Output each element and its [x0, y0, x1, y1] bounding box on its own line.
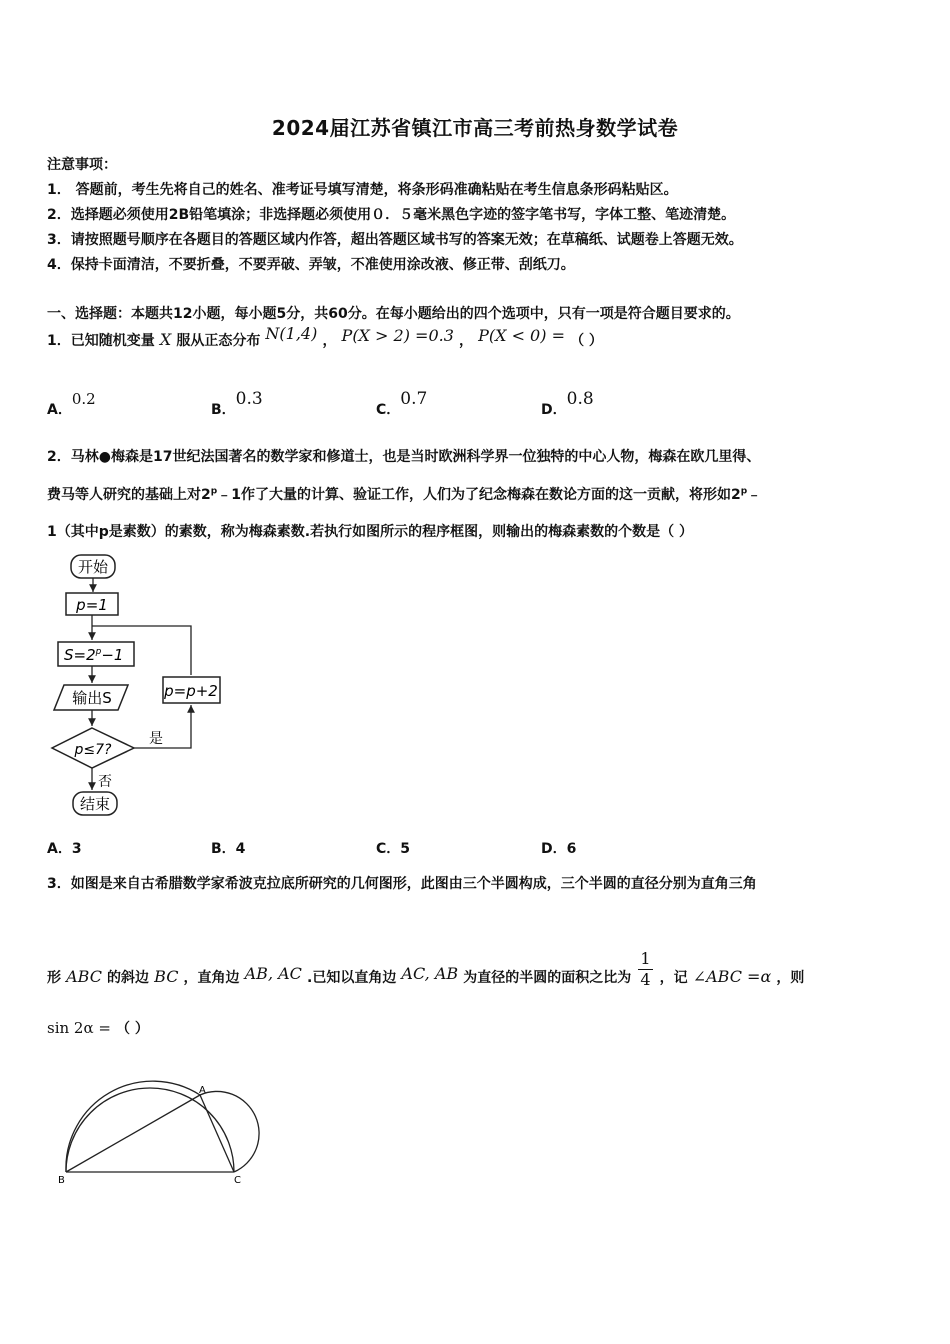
q3-line2: 形 ABC 的斜边 BC ，直角边 AB, AC .已知以直角边 AC, AB 为直径的半圆的面积之比为 $\frac{1}{4}$ ，记 ∠ABC =α ，则 [47, 949, 805, 989]
q3-line1: 3．如图是来自古希腊数学家希波克拉底所研究的几何图形，此图由三个半圆构成，三个半圆的直径分别为直角三角 [47, 876, 757, 892]
flow-init-label: p=1 [76, 596, 108, 614]
q1-prefix: 1．已知随机变量 [47, 333, 155, 349]
flow-end-label: 结束 [79, 795, 111, 813]
q3-ask: sin 2α = （ ） [47, 1019, 149, 1037]
q2-option-a: A．3 [47, 841, 82, 857]
notice-item: 2．选择题必须使用2B铅笔填涂；非选择题必须使用０．５毫米黑色字迹的签字笔书写，字体工整、笔迹清楚。 [47, 207, 736, 223]
q2-line1: 2．马林●梅森是17世纪法国著名的数学家和修道士，也是当时欧洲科学界一位独特的中心人物，梅森在欧几里得、 [47, 449, 761, 465]
flow-output-label: 输出S [72, 689, 112, 707]
q2-option-d: D．6 [541, 841, 577, 857]
q2-line3: 1（其中p是素数）的素数，称为梅森素数.若执行如图所示的程序框图，则输出的梅森素数的个数是（ ） [47, 524, 693, 540]
q1-option-a: A．0.2 [47, 390, 96, 418]
notice-item: 4．保持卡面清洁，不要折叠，不要弄破、弄皱，不准使用涂改液、修正带、刮纸刀。 [47, 257, 575, 273]
q1-paren: （ ） [570, 333, 603, 349]
question-1 [47, 324, 603, 350]
flow-decision-label: p≤7? [74, 742, 112, 758]
q1-comma: ， [458, 333, 473, 349]
q3-fraction: $\frac{1}{4}$ [640, 949, 651, 989]
point-b-label: B [58, 1175, 65, 1186]
flowchart-diagram [48, 550, 238, 825]
flow-yes-label: 是 [149, 731, 163, 747]
q1-option-b: B．0.3 [211, 389, 263, 418]
q1-option-d: D．0.8 [541, 389, 594, 418]
q1-cond: P(X > 2) =0.3 [341, 326, 454, 345]
notice-heading: 注意事项： [47, 157, 117, 173]
q2-option-b: B．4 [211, 841, 246, 857]
q1-comma: ， [322, 333, 337, 349]
flow-update-label: p=p+2 [164, 682, 218, 700]
flow-no-label: 否 [98, 774, 112, 790]
flow-start-label: 开始 [77, 558, 109, 576]
notice-item: 1． 答题前，考生先将自己的姓名、准考证号填写清楚，将条形码准确粘贴在考生信息条形码粘贴区。 [47, 182, 678, 198]
q2-line2: 费马等人研究的基础上对2$^p$﹣1作了大量的计算、验证工作，人们为了纪念梅森在数论方面的这一贡献，将形如2$^p$﹣ [47, 486, 762, 503]
notice-item: 3．请按照题号顺序在各题目的答题区域内作答，超出答题区域书写的答案无效；在草稿纸、试题卷上答题无效。 [47, 232, 743, 248]
q3-geometry-figure [50, 1055, 280, 1190]
point-a-label: A [199, 1085, 206, 1096]
q1-mid: 服从正态分布 [176, 333, 261, 349]
flow-assign-label: $S=2^p-1$ [64, 646, 124, 664]
q1-option-c: C．0.7 [376, 389, 428, 418]
q2-option-c: C．5 [376, 841, 411, 857]
page-title: 2024届江苏省镇江市高三考前热身数学试卷 [271, 116, 679, 140]
point-c-label: C [234, 1175, 241, 1186]
q1-ask: P(X < 0) = [478, 326, 565, 345]
q1-dist: N(1,4) [265, 324, 318, 343]
section-heading: 一、选择题：本题共12小题，每小题5分，共60分。在每小题给出的四个选项中，只有一项是符合题目要求的。 [47, 306, 740, 322]
q1-var: X [159, 330, 172, 349]
